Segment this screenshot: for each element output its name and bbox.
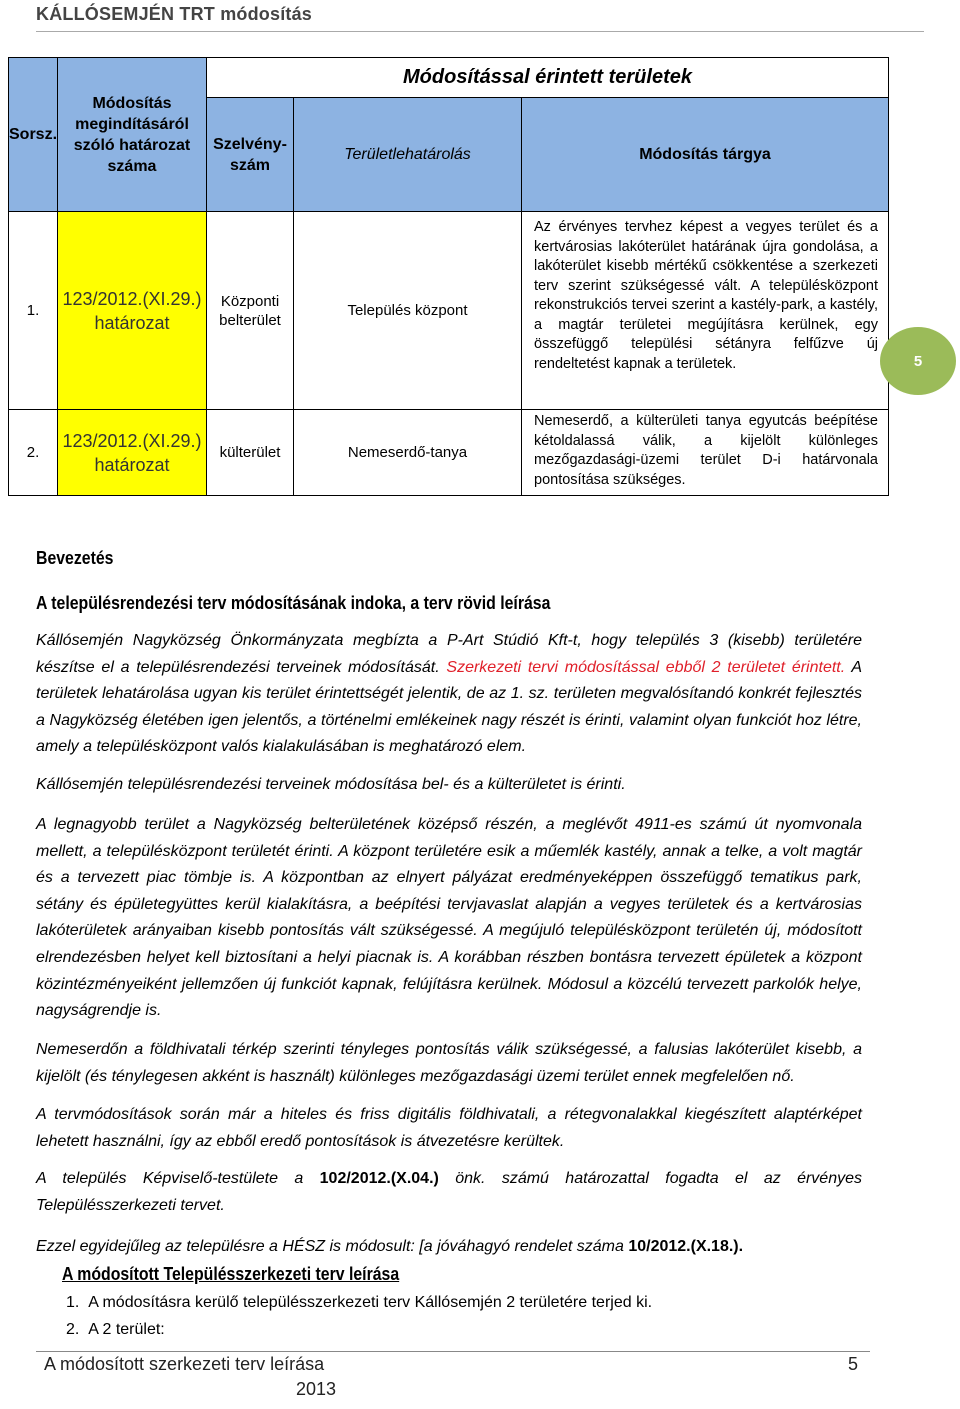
row-number: 2. xyxy=(9,410,58,496)
row-subject: Az érvényes tervhez képest a vegyes terület és a kertvárosias lakóterület határának újra gondolása, a lakóterület kisebb mértékű csökkentése a szerkezeti terv szerint szükségessé vált. A településközpont rekonstrukciós tervei szerint a kastély-park, a kastély, a magtár területei megújításra kerülnek, egy összefüggő települési sétányra felfűzve új rendeltetést kapnak a területek. xyxy=(522,212,889,410)
row-resolution: 123/2012.(XI.29.) határozat xyxy=(58,212,207,410)
paragraph-6: A település Képviselő-testülete a 102/2012.(X.04.) önk. számú határozattal fogadta el az érvényes Településszerkezeti tervet. xyxy=(36,1170,863,1214)
header-divider xyxy=(36,31,924,32)
paragraph-1: Kállósemjén Nagyközség Önkormányzata megbízta a P-Art Stúdió Kft-t, hogy település 3 (kisebb) területére készítse el a településrendezési terveinek módosítását. Szerkezeti tervi módosítással ebből 2 területet érintett. A területek lehatárolása ugyan kis terület érintettségét jelentik, de az 1. sz. területen megvalósítandó konkrét fejlesztés a Nagyközség életében igen jelentős, a történelmi emlékeinek nagy részét is érinti, valamint olyan funkciót hoz létre, amely a településközpont valós kialakulásában is meghatározó elem. xyxy=(36,632,863,756)
intro-heading: Bevezetés xyxy=(36,548,114,568)
row-area: Nemeserdő-tanya xyxy=(294,410,522,496)
row-subject: Nemeserdő, a külterületi tanya egyutcás beépítése kétoldalassá válik, a kijelölt különleges mezőgazdasági-üzemi terület D-i határvonala pontosítása szükséges. xyxy=(522,410,889,496)
highlighted-text: Szerkezeti tervi módosítással ebből 2 területet érintett. xyxy=(446,658,846,676)
table-row xyxy=(9,410,889,496)
footer-divider xyxy=(36,1351,870,1352)
table-row xyxy=(9,212,889,410)
row-resolution: 123/2012.(XI.29.) határozat xyxy=(58,410,207,496)
section2-heading: A módosított Településszerkezeti terv leírása xyxy=(62,1264,400,1284)
paragraph-2: Kállósemjén településrendezési terveinek módosítása bel- és a külterületet is érinti. xyxy=(36,776,626,793)
col-header-area: Területlehatárolás xyxy=(294,98,522,212)
col-header-resolution: Módosítás megindításáról szóló határozat száma xyxy=(58,58,207,212)
row-section: külterület xyxy=(207,410,294,496)
col-header-section: Szelvény-szám xyxy=(207,98,294,212)
list-item: 1. A módosításra kerülő településszerkezeti terv Kállósemjén 2 területére terjed ki. xyxy=(66,1294,653,1311)
document-header-title: KÁLLÓSEMJÉN TRT módosítás xyxy=(36,4,313,24)
row-number: 1. xyxy=(9,212,58,410)
paragraph-4: Nemeserdőn a földhivatali térkép szerinti tényleges pontosítás válik szükségessé, a falusias lakóterület kisebb, a kijelölt (és ténylegesen akként is használt) különleges mezőgazdasági üzemi terület ennek megfelelően nő. xyxy=(36,1041,862,1085)
list-item: 2. A 2 terület: xyxy=(66,1321,165,1338)
row-section: Központi belterület xyxy=(207,212,294,410)
modification-table xyxy=(8,57,889,496)
table-group-title: Módosítással érintett területek xyxy=(207,58,889,98)
intro-subheading: A településrendezési terv módosításának indoka, a terv rövid leírása xyxy=(36,593,551,613)
col-header-subject: Módosítás tárgya xyxy=(522,98,889,212)
col-header-number: Sorsz. xyxy=(9,58,58,212)
footer-year: 2013 xyxy=(296,1379,337,1399)
footer-page-number: 5 xyxy=(848,1354,859,1374)
paragraph-3: A legnagyobb terület a Nagyközség belterületének középső részén, a meglévőt 4911-es számú út nyomvonala mellett, a településközpont területét érinti. A központ területére esik a műemlék kastély, annak a telke, a volt magtár és a tervezett piac tömbje is. A központban az elnyert pályázat eredményeképpen összefüggő tematikus park, sétány és épületegyüttes kerül kialakításra, a beépítési tervjavaslat alapján a vegyes területek és a kertvárosias lakóterületek arányaiban kisebb pontosítás vált szükségessé. A megújuló településközpont területén új, módosított elrendezésben helyet kell biztosítani a helyi piacnak is. A korábban részben bontásra tervezett épületek a központ közintézményeiként jellemzően új funkciót kapnak, felújításra kerülnek. Módosul a közcélú tervezett parkolók helye, nagyságrendje is. xyxy=(36,816,862,1020)
paragraph-5: A tervmódosítások során már a hiteles és friss digitális földhivatali, a rétegvonalakkal kiegészített alaptérképet lehetett használni, így az ebből eredő pontosítások is átvezetésre kerültek. xyxy=(36,1106,862,1150)
page-number-badge: 5 xyxy=(880,327,956,395)
footer-title: A módosított szerkezeti terv leírása xyxy=(44,1354,325,1374)
paragraph-7: Ezzel egyidejűleg az településre a HÉSZ is módosult: [a jóváhagyó rendelet száma 10/2012.(X.18.). xyxy=(36,1238,744,1255)
row-area: Település központ xyxy=(294,212,522,410)
